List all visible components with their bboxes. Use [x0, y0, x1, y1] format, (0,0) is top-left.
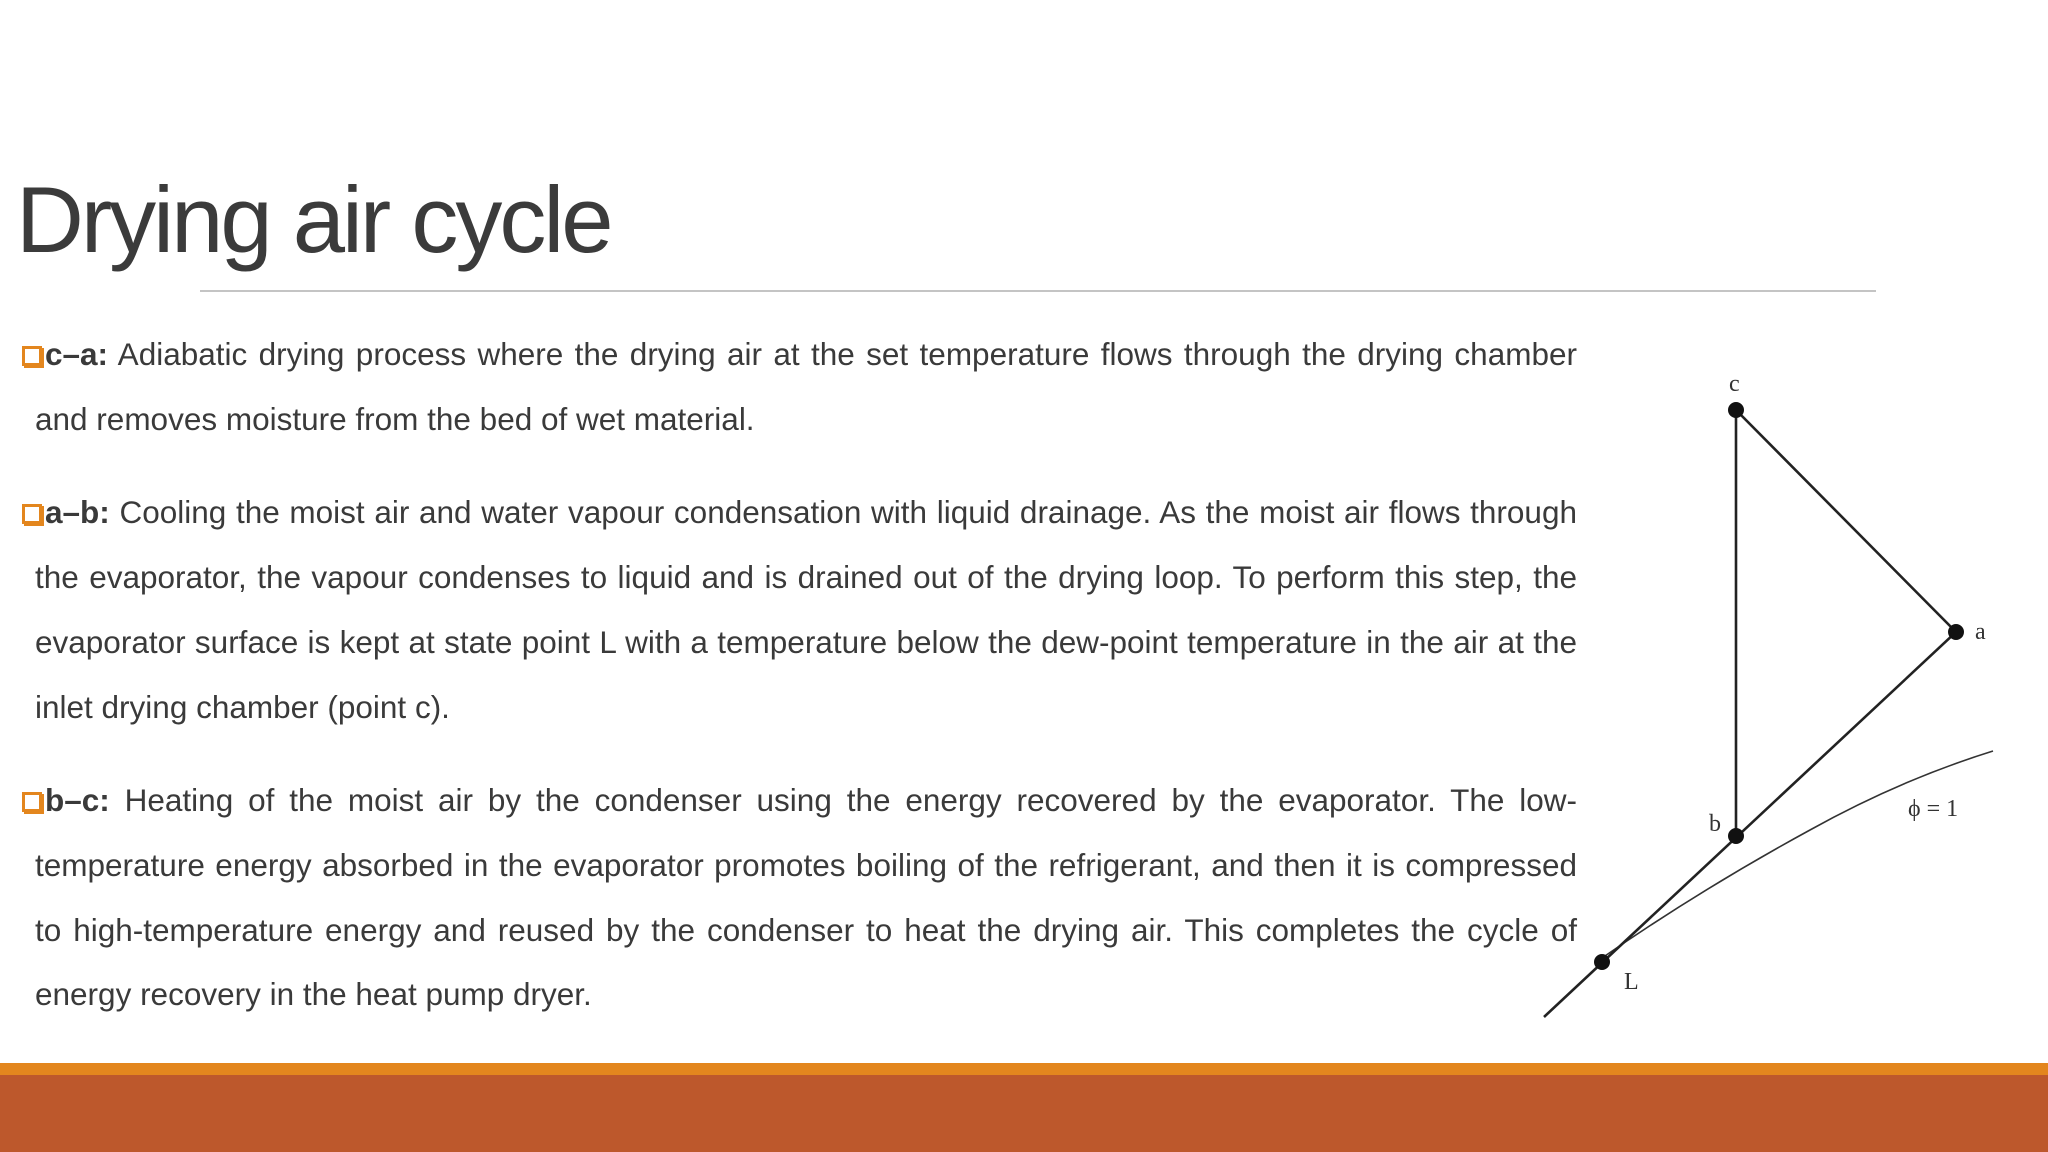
checkbox-bullet-icon: [22, 792, 42, 812]
checkbox-bullet-icon: [22, 346, 42, 366]
title-divider: [200, 290, 1876, 292]
saturation-curve: [1602, 751, 1993, 958]
footer-accent-stripe: [0, 1063, 2048, 1075]
bullet-list: [22, 322, 1577, 1056]
bullet-text: Heating of the moist air by the condenser using the energy recovered by the evaporator. The low-temperature energy absorbed in the evaporator promotes boiling of the refrigerant, and then it is compressed to high-temperature energy and reused by the condenser to heat the drying air. This completes the cycle of energy recovery in the heat pump dryer.: [35, 782, 1577, 1013]
slide-title: Drying air cycle: [16, 167, 611, 272]
line-c-a: [1736, 410, 1956, 632]
bullet-text: Cooling the moist air and water vapour condensation with liquid drainage. As the moist air flows through the evaporator, the vapour condenses to liquid and is drained out of the drying loop. To perform this step, the evaporator surface is kept at state point L with a temperature below the dew-point temperature in the air at the inlet drying chamber (point c).: [35, 494, 1577, 725]
label-c: c: [1729, 371, 1740, 397]
bullet-text: Adiabatic drying process where the drying air at the set temperature flows through the drying chamber and removes moisture from the bed of wet material.: [35, 336, 1577, 437]
point-L: [1594, 954, 1610, 970]
label-a: a: [1975, 619, 1986, 645]
bullet-item-b-c: [22, 768, 1577, 1027]
bullet-label: a–b:: [45, 494, 110, 531]
point-b: [1728, 828, 1744, 844]
label-L: L: [1624, 969, 1639, 995]
bullet-label: c–a:: [45, 336, 109, 372]
drying-cycle-diagram: [1500, 360, 2020, 1040]
point-a: [1948, 624, 1964, 640]
checkbox-bullet-icon: [22, 504, 42, 524]
label-phi: ϕ = 1: [1908, 796, 1959, 822]
label-b: b: [1709, 811, 1721, 837]
point-c: [1728, 402, 1744, 418]
bullet-label: b–c:: [45, 782, 110, 819]
bullet-item-c-a: [22, 322, 1577, 451]
footer-band: [0, 1075, 2048, 1152]
bullet-item-a-b: [22, 480, 1577, 739]
